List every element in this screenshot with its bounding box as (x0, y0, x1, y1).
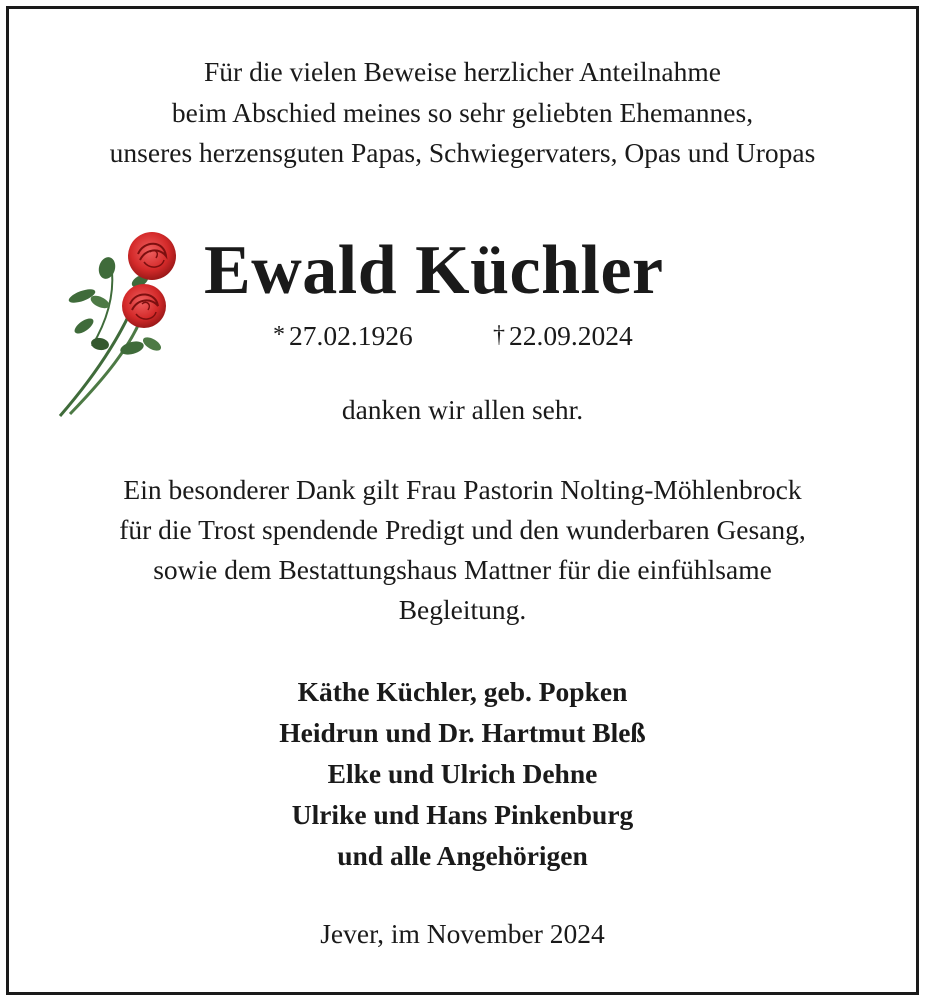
special-thanks-line: für die Trost spendende Predigt und den wunderbaren Gesang, (119, 514, 806, 545)
family-member: und alle Angehörigen (337, 840, 588, 871)
special-thanks-line: sowie dem Bestattungshaus Mattner für die einfühlsame (153, 554, 772, 585)
intro-text (0, 52, 925, 174)
intro-line: beim Abschied meines so sehr geliebten Ehemannes, (171, 96, 754, 128)
family-member: Heidrun und Dr. Hartmut Bleß (279, 717, 646, 748)
birth-date-value: 27.02.1926 (289, 320, 413, 351)
special-thanks-line: Ein besonderer Dank gilt Frau Pastorin Nolting-Möhlenbrock (123, 474, 802, 505)
death-date (493, 318, 633, 356)
birth-date (273, 318, 413, 356)
death-date-value: 22.09.2024 (509, 320, 633, 351)
intro-line: Für die vielen Beweise herzlicher Anteilnahme (204, 56, 721, 87)
special-thanks-line: Begleitung. (398, 594, 527, 625)
family-member: Ulrike und Hans Pinkenburg (291, 799, 634, 830)
thanks-line: danken wir allen sehr. (341, 394, 584, 425)
family-member: Elke und Ulrich Dehne (327, 758, 598, 789)
family-signatures (0, 671, 925, 876)
special-thanks (0, 470, 925, 630)
place-and-date: Jever, im November 2024 (320, 918, 605, 949)
family-member: Käthe Küchler, geb. Popken (297, 676, 628, 707)
deceased-name: Ewald Küchler (204, 232, 664, 309)
birth-symbol: * (273, 322, 285, 348)
intro-line: unseres herzensguten Papas, Schwiegervaters, Opas und Uropas (109, 137, 816, 168)
cross-icon: † (493, 322, 505, 348)
